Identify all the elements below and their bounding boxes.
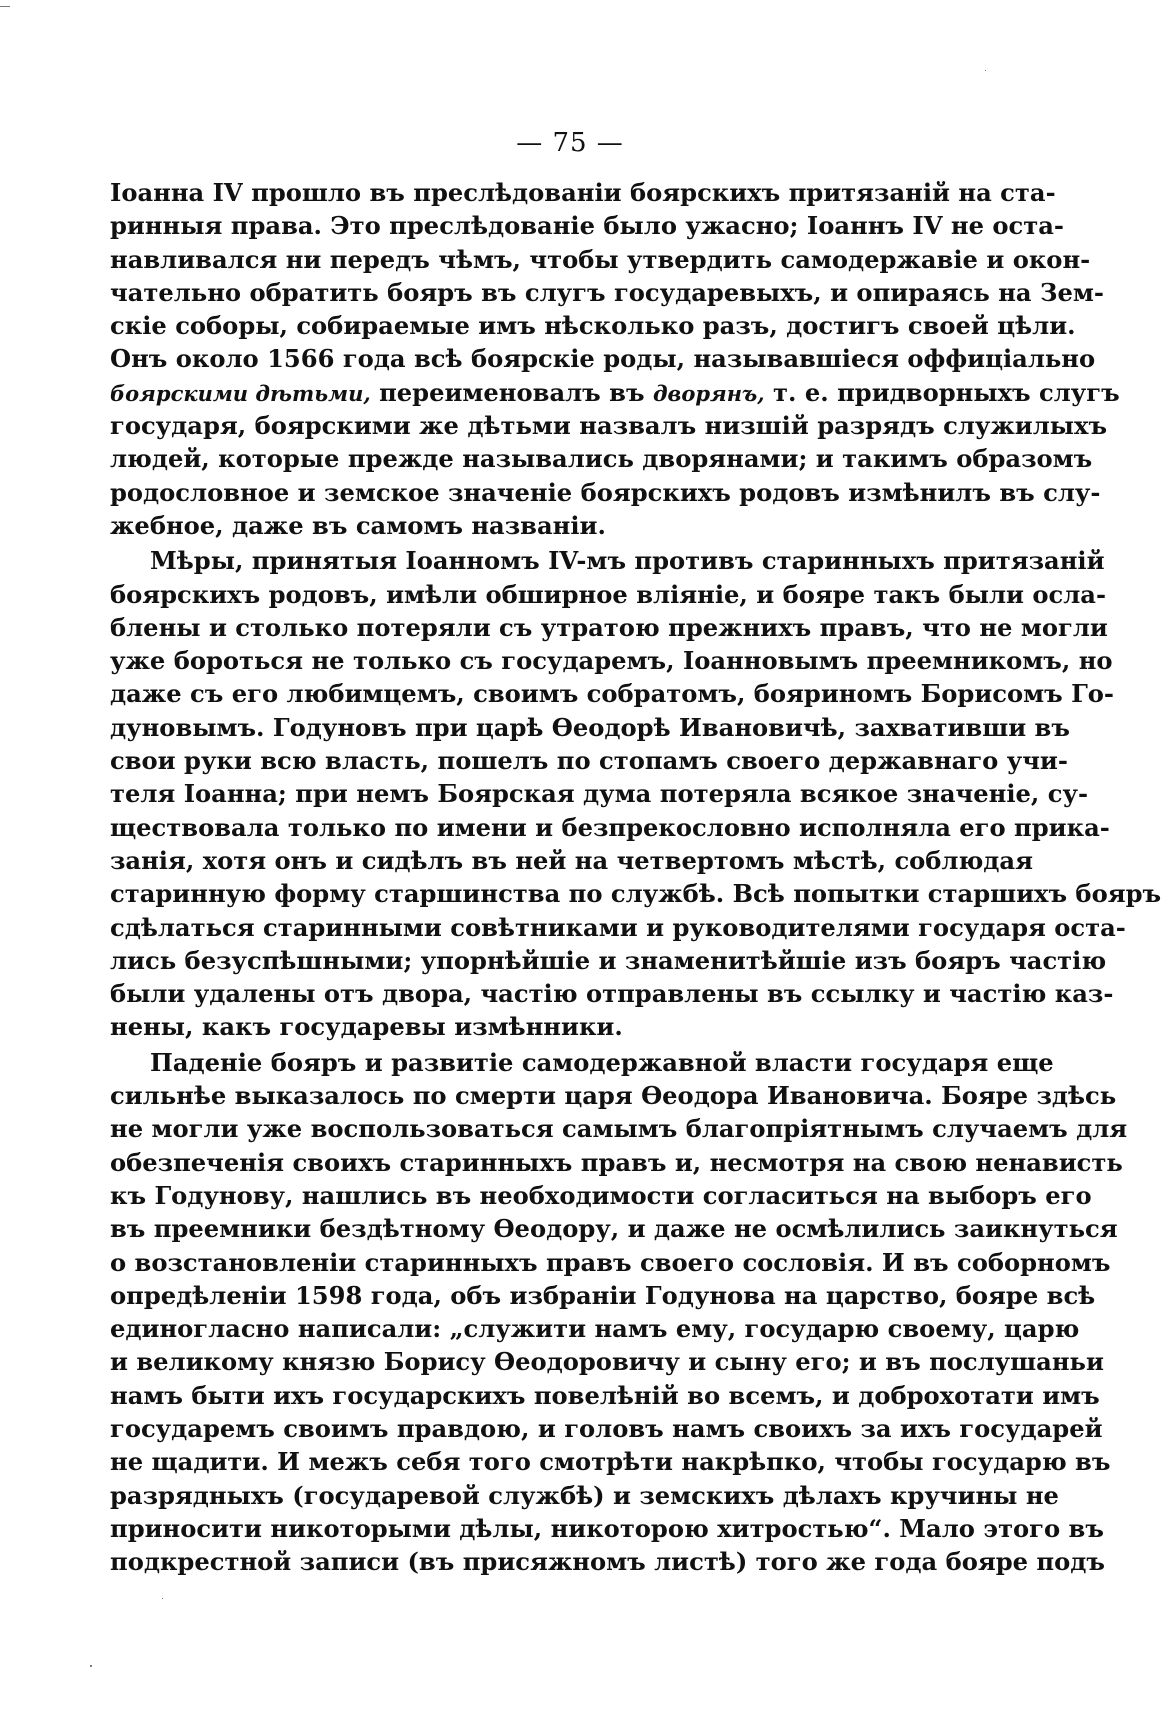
text-line: дуновымъ. Годуновъ при царѣ Ѳеодорѣ Ивановичѣ, захвативши въ bbox=[110, 712, 1070, 742]
text-line: намъ быти ихъ государскихъ повелѣній во всемъ, и доброхотати имъ bbox=[110, 1380, 1100, 1410]
body-text bbox=[110, 176, 1161, 1578]
text-line: были удалены отъ двора, частію отправлены въ ссылку и частію каз- bbox=[110, 979, 1114, 1009]
text-line: навливался ни передъ чѣмъ, чтобы утвердить самодержавіе и окон- bbox=[110, 244, 1091, 274]
text-line: Паденіе бояръ и развитіе самодержавной власти государя еще bbox=[150, 1047, 1054, 1077]
text-line: и великому князю Борису Ѳеодоровичу и сыну его; и въ послушаньи bbox=[110, 1347, 1104, 1377]
text-line: къ Годунову, нашлись въ необходимости согласиться на выборъ его bbox=[110, 1180, 1092, 1210]
text-line: уже бороться не только съ государемъ, Іоанновымъ преемникомъ, но bbox=[110, 646, 1113, 676]
text-line: родословное и земское значеніе боярскихъ родовъ измѣнилъ въ слу- bbox=[110, 477, 1101, 507]
text-line: обезпеченія своихъ старинныхъ правъ и, несмотря на свою ненависть bbox=[110, 1147, 1123, 1177]
text-line: не могли уже воспользоваться самымъ благопріятнымъ случаемъ для bbox=[110, 1114, 1128, 1144]
text-line: Онъ около 1566 года всѣ боярскіе роды, называвшіеся оффиціально bbox=[110, 344, 1096, 374]
text-run: переименовалъ въ bbox=[370, 377, 653, 407]
paragraph-3 bbox=[110, 1046, 1128, 1579]
text-line: подкрестной записи (въ присяжномъ листѣ) того же года бояре подъ bbox=[110, 1547, 1105, 1577]
text-line: государя, боярскими же дѣтьми назвалъ низшій разрядъ служилыхъ bbox=[110, 411, 1108, 441]
text-line: блены и столько потеряли съ утратою прежнихъ правъ, что не могли bbox=[110, 612, 1108, 642]
text-line: разрядныхъ (государевой службѣ) и земскихъ дѣлахъ кручины не bbox=[110, 1480, 1059, 1510]
text-line: занія, хотя онъ и сидѣлъ въ ней на четвертомъ мѣстѣ, соблюдая bbox=[110, 845, 1033, 875]
text-line: свои руки всю власть, пошелъ по стопамъ своего державнаго учи- bbox=[110, 746, 1068, 776]
text-run: т. е. придворныхъ слугъ bbox=[764, 377, 1120, 407]
text-line-mixed bbox=[110, 376, 1120, 409]
text-line: нены, какъ государевы измѣнники. bbox=[110, 1012, 623, 1042]
text-line: сдѣлаться старинными совѣтниками и руководителями государя оста- bbox=[110, 912, 1126, 942]
scan-speck bbox=[162, 1598, 163, 1599]
text-line: опредѣленіи 1598 года, объ избраніи Годунова на царство, бояре всѣ bbox=[110, 1280, 1096, 1310]
text-line: даже съ его любимцемъ, своимъ собратомъ, бояриномъ Борисомъ Го- bbox=[110, 679, 1114, 709]
text-line: скіе соборы, собираемые имъ нѣсколько разъ, достигъ своей цѣли. bbox=[110, 311, 1076, 341]
text-line: ринныя права. Это преслѣдованіе было ужасно; Іоаннъ IV не оста- bbox=[110, 211, 1064, 241]
scan-corner-mark bbox=[0, 6, 10, 7]
text-line: Іоанна IV прошло въ преслѣдованіи боярскихъ притязаній на ста- bbox=[110, 178, 1056, 207]
page-number: — 75 — bbox=[516, 128, 624, 158]
text-line: въ преемники бездѣтному Ѳеодору, и даже не осмѣлились заикнуться bbox=[110, 1214, 1118, 1244]
text-line: ществовала только по имени и безпрекословно исполняла его прика- bbox=[110, 812, 1110, 842]
text-line: государемъ своимъ правдою, и головъ намъ своихъ за ихъ государей bbox=[110, 1413, 1103, 1443]
text-line: людей, которые прежде назывались дворянами; и такимъ образомъ bbox=[110, 444, 1093, 474]
text-line: теля Іоанна; при немъ Боярская дума потеряла всякое значеніе, су- bbox=[110, 779, 1088, 809]
text-line: боярскихъ родовъ, имѣли обширное вліяніе, и бояре такъ были осла- bbox=[110, 579, 1106, 609]
italic-term: боярскими дѣтьми, bbox=[110, 380, 371, 406]
scan-speck bbox=[90, 1665, 92, 1667]
text-line: сильнѣе выказалось по смерти царя Ѳеодора Ивановича. Бояре здѣсь bbox=[110, 1081, 1117, 1111]
text-line: жебное, даже въ самомъ названіи. bbox=[110, 510, 606, 540]
italic-term: дворянъ, bbox=[652, 380, 765, 406]
scan-speck bbox=[985, 70, 986, 71]
text-line: о возстановленіи старинныхъ правъ своего сословія. И въ соборномъ bbox=[110, 1247, 1111, 1277]
paragraph-1 bbox=[110, 176, 1120, 542]
text-line: Мѣры, принятыя Іоанномъ IV-мъ противъ старинныхъ притязаній bbox=[150, 546, 1105, 576]
text-line: чательно обратить бояръ въ слугъ государевыхъ, и опираясь на Зем- bbox=[110, 277, 1104, 307]
text-line: лись безуспѣшными; упорнѣйшіе и знаменитѣйшіе изъ бояръ частію bbox=[110, 945, 1107, 975]
paragraph-2 bbox=[110, 544, 1161, 1043]
text-line: старинную форму старшинства по службѣ. Всѣ попытки старшихъ бояръ bbox=[110, 879, 1161, 909]
text-line: не щадити. И межъ себя того смотрѣти накрѣпко, чтобы государю въ bbox=[110, 1447, 1111, 1477]
text-line: приносити никоторыми дѣлы, никоторою хитростью“. Мало этого въ bbox=[110, 1513, 1104, 1543]
text-line: единогласно написали: „служити намъ ему, государю своему, царю bbox=[110, 1314, 1080, 1344]
